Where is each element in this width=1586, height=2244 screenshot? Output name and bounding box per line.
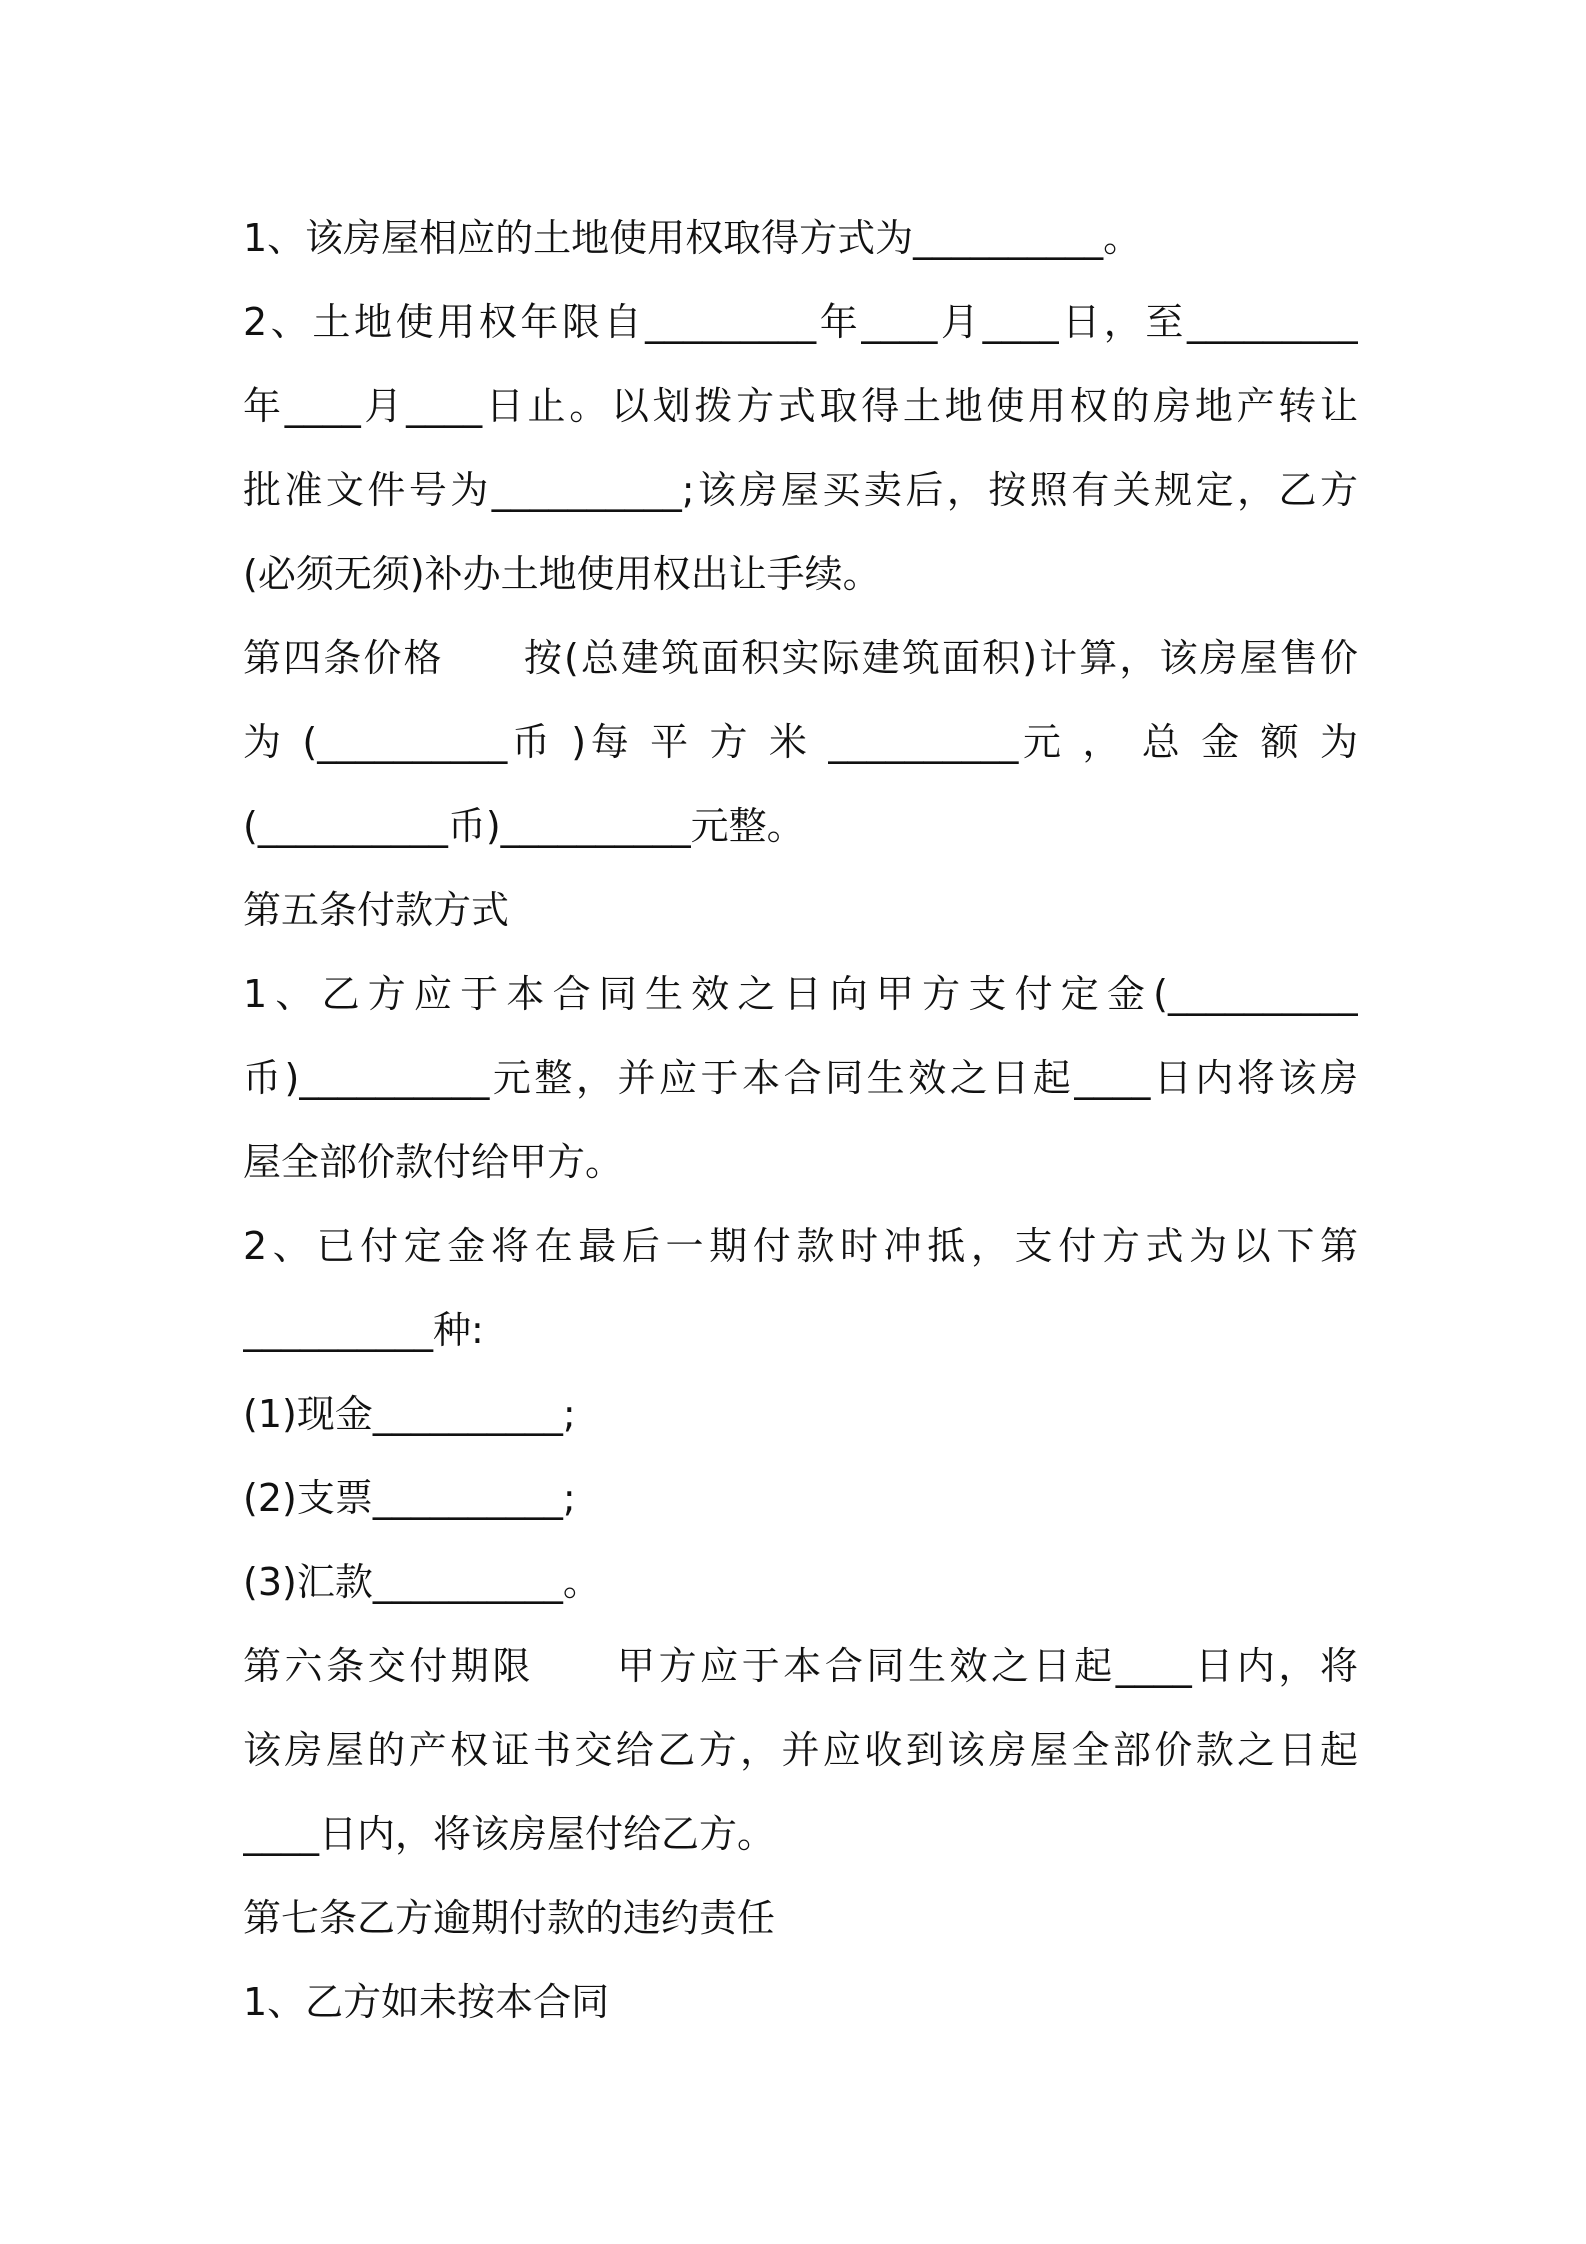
- section-heading-payment: 第五条付款方式: [243, 888, 510, 932]
- text-line-7: 为 (__________币 )每 平 方 米 __________元 ， 总 金 额 为: [243, 720, 1358, 764]
- text-line-4: 批准文件号为__________;该房屋买卖后，按照有关规定，乙方: [243, 468, 1358, 512]
- payment-option-cash: (1)现金__________;: [243, 1392, 576, 1436]
- text-line-11: 币)__________元整，并应于本合同生效之日起____日内将该房: [243, 1056, 1358, 1100]
- text-line-12: 屋全部价款付给甲方。: [243, 1140, 624, 1184]
- text-line-3: 年____月____日止。以划拨方式取得土地使用权的房地产转让: [243, 384, 1358, 428]
- text-line-8: (__________币)__________元整。: [243, 804, 805, 848]
- section-heading-late-payment: 第七条乙方逾期付款的违约责任: [243, 1896, 776, 1940]
- text-line-14: __________种:: [243, 1308, 484, 1352]
- text-line-22: 1、乙方如未按本合同: [243, 1980, 610, 2024]
- payment-option-cheque: (2)支票__________;: [243, 1476, 576, 1520]
- text-line-2: 2、土地使用权年限自_________年____月____日，至_________: [243, 300, 1358, 344]
- payment-option-remittance: (3)汇款__________。: [243, 1560, 601, 1604]
- section-heading-price: 第四条价格 按(总建筑面积实际建筑面积)计算，该房屋售价: [243, 636, 1358, 680]
- text-line-19: 该房屋的产权证书交给乙方，并应收到该房屋全部价款之日起: [243, 1728, 1358, 1772]
- text-line-1: 1、该房屋相应的土地使用权取得方式为__________。: [243, 216, 1142, 260]
- text-line-20: ____日内，将该房屋付给乙方。: [243, 1812, 776, 1856]
- section-heading-delivery: 第六条交付期限 甲方应于本合同生效之日起____日内，将: [243, 1644, 1358, 1688]
- text-line-13: 2、已付定金将在最后一期付款时冲抵，支付方式为以下第: [243, 1224, 1358, 1268]
- text-line-10: 1、乙方应于本合同生效之日向甲方支付定金(__________: [243, 972, 1358, 1016]
- document-body: [243, 196, 1358, 2044]
- text-line-5: (必须无须)补办土地使用权出让手续。: [243, 552, 881, 596]
